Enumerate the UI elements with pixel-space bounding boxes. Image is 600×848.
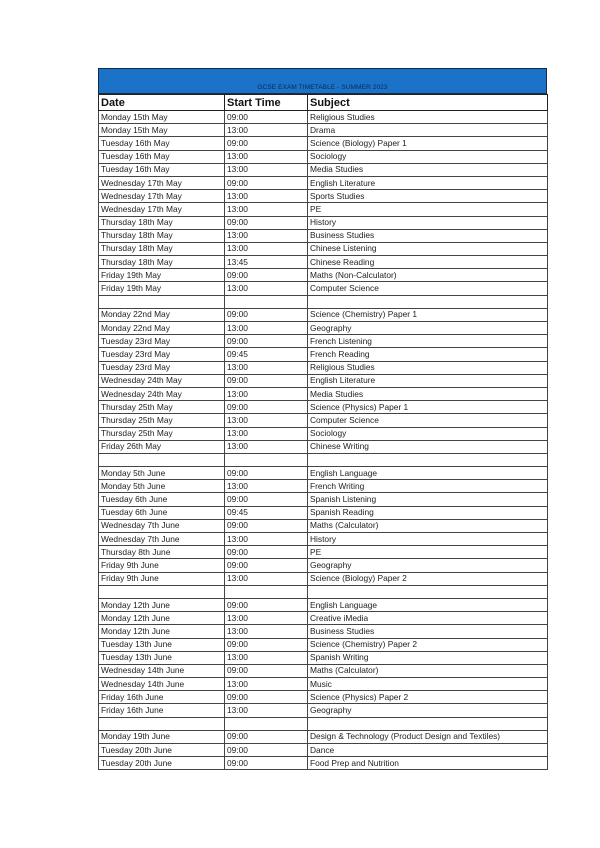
cell-start-time: 13:00 [225,229,308,242]
cell-date [99,295,225,308]
table-row [99,625,548,638]
table-row [99,453,548,466]
table-row [99,506,548,519]
cell-subject: Chinese Reading [308,256,548,269]
cell-start-time: 09:00 [225,401,308,414]
cell-subject: Maths (Non-Calculator) [308,269,548,282]
cell-subject: PE [308,203,548,216]
cell-date: Monday 5th June [99,467,225,480]
cell-start-time: 09:00 [225,546,308,559]
cell-subject: Sports Studies [308,190,548,203]
cell-subject: PE [308,546,548,559]
cell-start-time: 09:00 [225,467,308,480]
cell-start-time: 13:00 [225,480,308,493]
table-row [99,176,548,189]
cell-date: Wednesday 24th May [99,374,225,387]
cell-date: Thursday 8th June [99,546,225,559]
cell-subject [308,717,548,730]
cell-date: Thursday 25th May [99,401,225,414]
cell-date: Monday 22nd May [99,322,225,335]
timetable-title: GCSE EXAM TIMETABLE - SUMMER 2023 [257,84,388,91]
cell-date: Tuesday 13th June [99,638,225,651]
table-row [99,401,548,414]
cell-subject: Spanish Writing [308,651,548,664]
cell-date: Friday 16th June [99,691,225,704]
cell-start-time: 13:00 [225,322,308,335]
header-subject: Subject [308,95,548,111]
cell-date: Tuesday 16th May [99,150,225,163]
table-row [99,598,548,611]
cell-subject: Design & Technology (Product Design and Textiles) [308,730,548,743]
cell-start-time: 13:00 [225,124,308,137]
cell-subject [308,585,548,598]
cell-subject [308,453,548,466]
table-row [99,467,548,480]
table-row [99,295,548,308]
cell-start-time: 13:00 [225,282,308,295]
cell-subject: Geography [308,322,548,335]
table-row [99,757,548,770]
table-row [99,533,548,546]
cell-start-time: 13:00 [225,427,308,440]
cell-date: Tuesday 6th June [99,493,225,506]
table-row [99,559,548,572]
table-row [99,612,548,625]
timetable-sheet [98,68,547,770]
cell-start-time: 13:00 [225,533,308,546]
cell-subject: Science (Biology) Paper 1 [308,137,548,150]
cell-start-time [225,585,308,598]
cell-start-time: 13:00 [225,242,308,255]
cell-subject: Maths (Calculator) [308,519,548,532]
cell-start-time [225,717,308,730]
cell-subject: Science (Chemistry) Paper 2 [308,638,548,651]
table-row [99,572,548,585]
cell-date: Wednesday 7th June [99,519,225,532]
table-row [99,493,548,506]
cell-date: Tuesday 23rd May [99,361,225,374]
cell-date: Monday 15th May [99,111,225,124]
cell-subject: Chinese Writing [308,440,548,453]
cell-date: Wednesday 17th May [99,176,225,189]
cell-start-time: 13:00 [225,163,308,176]
cell-start-time: 13:00 [225,150,308,163]
cell-start-time: 13:00 [225,387,308,400]
table-row [99,519,548,532]
cell-date: Wednesday 14th June [99,678,225,691]
cell-date [99,453,225,466]
cell-subject: Business Studies [308,625,548,638]
cell-subject: Spanish Reading [308,506,548,519]
cell-subject: English Literature [308,176,548,189]
cell-date: Friday 9th June [99,559,225,572]
cell-date: Wednesday 7th June [99,533,225,546]
cell-start-time: 09:00 [225,559,308,572]
cell-subject: French Writing [308,480,548,493]
cell-start-time: 13:00 [225,190,308,203]
table-row [99,242,548,255]
cell-subject: Media Studies [308,387,548,400]
cell-date [99,585,225,598]
table-row [99,678,548,691]
cell-date: Wednesday 17th May [99,203,225,216]
cell-subject [308,295,548,308]
header-row [99,95,548,111]
cell-subject: Religious Studies [308,361,548,374]
cell-date: Tuesday 13th June [99,651,225,664]
table-row [99,717,548,730]
cell-start-time: 09:00 [225,335,308,348]
table-row [99,308,548,321]
table-row [99,282,548,295]
cell-start-time: 09:00 [225,493,308,506]
cell-subject: Computer Science [308,414,548,427]
cell-subject: Chinese Listening [308,242,548,255]
cell-date: Thursday 18th May [99,229,225,242]
cell-date: Tuesday 23rd May [99,348,225,361]
cell-date [99,717,225,730]
cell-subject: History [308,216,548,229]
cell-date: Tuesday 23rd May [99,335,225,348]
cell-date: Monday 19th June [99,730,225,743]
cell-subject: Science (Physics) Paper 2 [308,691,548,704]
cell-subject: Geography [308,559,548,572]
cell-start-time: 09:45 [225,348,308,361]
cell-start-time: 09:00 [225,519,308,532]
cell-start-time: 13:00 [225,203,308,216]
cell-date: Thursday 18th May [99,242,225,255]
cell-date: Friday 9th June [99,572,225,585]
cell-start-time: 09:00 [225,308,308,321]
cell-start-time: 13:45 [225,256,308,269]
cell-subject: Science (Biology) Paper 2 [308,572,548,585]
cell-subject: Spanish Listening [308,493,548,506]
cell-start-time: 09:00 [225,111,308,124]
cell-date: Tuesday 20th June [99,757,225,770]
cell-start-time: 09:00 [225,691,308,704]
cell-start-time: 13:00 [225,678,308,691]
cell-date: Monday 15th May [99,124,225,137]
cell-start-time: 09:00 [225,730,308,743]
table-row [99,124,548,137]
table-row [99,691,548,704]
cell-date: Wednesday 24th May [99,387,225,400]
cell-subject: Food Prep and Nutrition [308,757,548,770]
cell-date: Tuesday 20th June [99,744,225,757]
cell-start-time: 13:00 [225,704,308,717]
table-row [99,229,548,242]
cell-start-time: 09:00 [225,137,308,150]
table-row [99,203,548,216]
cell-start-time: 09:00 [225,176,308,189]
cell-date: Monday 5th June [99,480,225,493]
cell-subject: French Reading [308,348,548,361]
cell-start-time: 13:00 [225,612,308,625]
cell-subject: Religious Studies [308,111,548,124]
cell-start-time: 13:00 [225,414,308,427]
table-row [99,427,548,440]
cell-date: Monday 12th June [99,612,225,625]
cell-date: Thursday 25th May [99,427,225,440]
cell-start-time: 09:00 [225,374,308,387]
cell-subject: Media Studies [308,163,548,176]
table-row [99,638,548,651]
cell-date: Monday 12th June [99,625,225,638]
cell-date: Thursday 25th May [99,414,225,427]
cell-start-time: 09:00 [225,598,308,611]
cell-subject: Science (Chemistry) Paper 1 [308,308,548,321]
table-row [99,440,548,453]
table-row [99,704,548,717]
cell-subject: Business Studies [308,229,548,242]
cell-start-time: 09:00 [225,216,308,229]
table-row [99,163,548,176]
cell-subject: Sociology [308,427,548,440]
table-row [99,150,548,163]
cell-start-time: 13:00 [225,625,308,638]
table-row [99,256,548,269]
cell-date: Friday 19th May [99,269,225,282]
cell-date: Wednesday 14th June [99,664,225,677]
table-row [99,374,548,387]
cell-start-time [225,453,308,466]
cell-subject: English Language [308,467,548,480]
table-row [99,361,548,374]
cell-subject: Geography [308,704,548,717]
table-row [99,414,548,427]
cell-subject: Science (Physics) Paper 1 [308,401,548,414]
cell-start-time: 09:00 [225,664,308,677]
cell-subject: Maths (Calculator) [308,664,548,677]
cell-subject: Creative iMedia [308,612,548,625]
title-banner [98,68,547,94]
cell-date: Thursday 18th May [99,256,225,269]
cell-date: Monday 12th June [99,598,225,611]
cell-start-time [225,295,308,308]
cell-start-time: 13:00 [225,440,308,453]
cell-date: Monday 22nd May [99,308,225,321]
cell-start-time: 09:00 [225,757,308,770]
cell-date: Friday 19th May [99,282,225,295]
cell-subject: Drama [308,124,548,137]
cell-start-time: 09:45 [225,506,308,519]
cell-start-time: 13:00 [225,361,308,374]
cell-date: Thursday 18th May [99,216,225,229]
table-row [99,585,548,598]
table-row [99,348,548,361]
table-row [99,387,548,400]
cell-date: Tuesday 16th May [99,137,225,150]
table-row [99,546,548,559]
header-start-time: Start Time [225,95,308,111]
cell-subject: History [308,533,548,546]
table-row [99,137,548,150]
table-row [99,730,548,743]
cell-subject: Sociology [308,150,548,163]
table-row [99,190,548,203]
cell-date: Tuesday 6th June [99,506,225,519]
table-row [99,111,548,124]
cell-start-time: 13:00 [225,572,308,585]
table-row [99,651,548,664]
cell-subject: Dance [308,744,548,757]
cell-subject: Music [308,678,548,691]
cell-start-time: 09:00 [225,269,308,282]
cell-subject: French Listening [308,335,548,348]
table-row [99,322,548,335]
cell-date: Friday 16th June [99,704,225,717]
table-body [99,111,548,770]
cell-start-time: 13:00 [225,651,308,664]
cell-subject: English Literature [308,374,548,387]
table-row [99,480,548,493]
table-row [99,269,548,282]
table-row [99,335,548,348]
cell-start-time: 09:00 [225,638,308,651]
table-row [99,216,548,229]
cell-subject: Computer Science [308,282,548,295]
header-date: Date [99,95,225,111]
table-row [99,664,548,677]
timetable-table [98,94,548,770]
cell-date: Wednesday 17th May [99,190,225,203]
cell-date: Tuesday 16th May [99,163,225,176]
table-row [99,744,548,757]
cell-date: Friday 26th May [99,440,225,453]
cell-subject: English Language [308,598,548,611]
cell-start-time: 09:00 [225,744,308,757]
